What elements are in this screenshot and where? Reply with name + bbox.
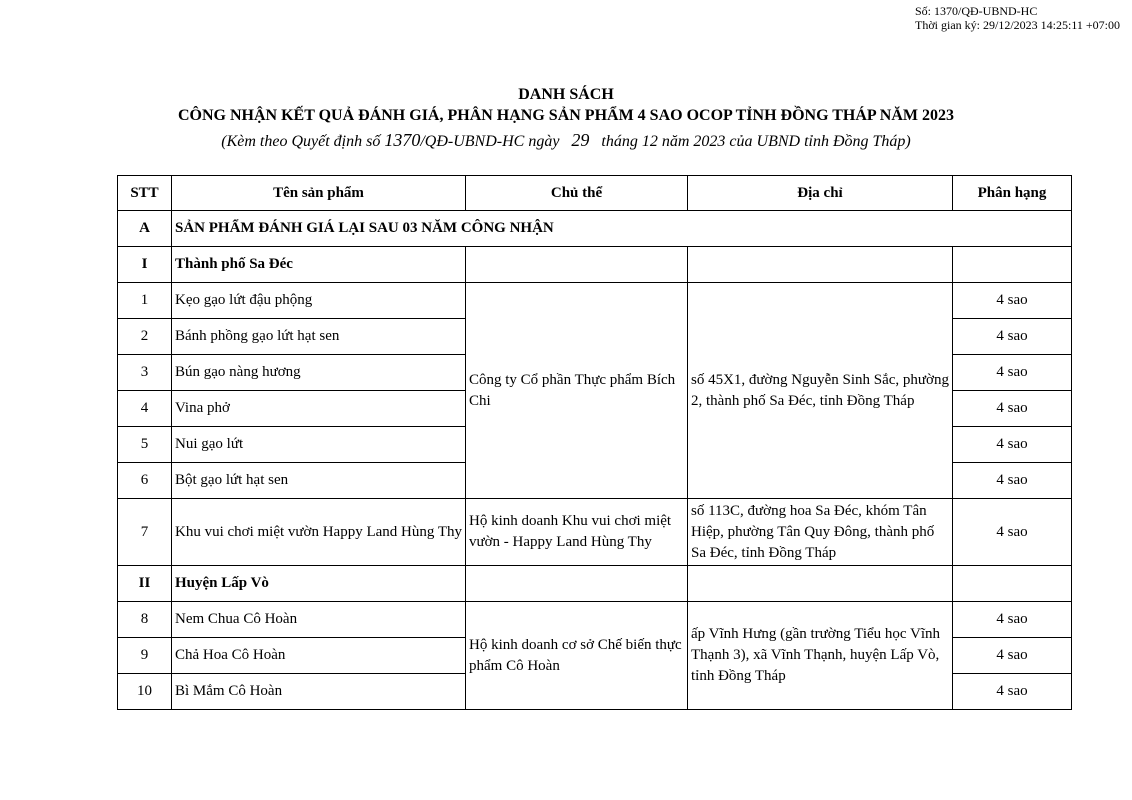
section-label: SẢN PHẨM ĐÁNH GIÁ LẠI SAU 03 NĂM CÔNG NHẬN	[172, 211, 1072, 247]
row-rank: 4 sao	[953, 638, 1072, 674]
row-rank: 4 sao	[953, 427, 1072, 463]
row-stt: 4	[118, 391, 172, 427]
decision-number: 1370	[384, 130, 421, 150]
row-product-name: Nui gạo lứt	[172, 427, 466, 463]
row-product-name: Khu vui chơi miệt vườn Happy Land Hùng Thy	[172, 499, 466, 566]
row-stt: 1	[118, 283, 172, 319]
digital-signature-stamp	[915, 4, 1120, 32]
row-stt: 10	[118, 674, 172, 710]
row-owner: Công ty Cổ phần Thực phẩm Bích Chi	[466, 283, 688, 499]
row-rank: 4 sao	[953, 391, 1072, 427]
row-stt: 6	[118, 463, 172, 499]
row-rank: 4 sao	[953, 355, 1072, 391]
table-row	[118, 283, 1072, 319]
signature-time: Thời gian ký: 29/12/2023 14:25:11 +07:00	[915, 18, 1120, 32]
row-rank: 4 sao	[953, 602, 1072, 638]
header-stt: STT	[118, 176, 172, 211]
row-rank: 4 sao	[953, 283, 1072, 319]
row-address: ấp Vĩnh Hưng (gần trường Tiểu học Vĩnh Thạnh 3), xã Vĩnh Thạnh, huyện Lấp Vò, tỉnh Đồng Tháp	[688, 602, 953, 710]
decision-note-prefix: (Kèm theo Quyết định số	[221, 133, 381, 150]
row-stt: 7	[118, 499, 172, 566]
row-product-name: Bún gạo nàng hương	[172, 355, 466, 391]
row-stt: 5	[118, 427, 172, 463]
row-stt: 9	[118, 638, 172, 674]
row-rank: 4 sao	[953, 499, 1072, 566]
row-product-name: Chả Hoa Cô Hoàn	[172, 638, 466, 674]
row-address: số 45X1, đường Nguyễn Sinh Sắc, phường 2, thành phố Sa Đéc, tỉnh Đồng Tháp	[688, 283, 953, 499]
table-row	[118, 499, 1072, 566]
document-subtitle: CÔNG NHẬN KẾT QUẢ ĐÁNH GIÁ, PHÂN HẠNG SẢN PHẨM 4 SAO OCOP TỈNH ĐỒNG THÁP NĂM 2023	[177, 107, 955, 124]
group-stt: I	[118, 247, 172, 283]
decision-note-suffix: tháng 12 năm 2023 của UBND tỉnh Đồng Tháp)	[601, 133, 911, 150]
decision-note-mid: /QĐ-UBND-HC ngày	[420, 133, 560, 150]
row-rank: 4 sao	[953, 674, 1072, 710]
row-product-name: Nem Chua Cô Hoàn	[172, 602, 466, 638]
row-product-name: Bánh phồng gạo lứt hạt sen	[172, 319, 466, 355]
header-rank: Phân hạng	[953, 176, 1072, 211]
section-stt: A	[118, 211, 172, 247]
row-address: số 113C, đường hoa Sa Đéc, khóm Tân Hiệp, phường Tân Quy Đông, thành phố Sa Đéc, tỉnh Đồng Tháp	[688, 499, 953, 566]
row-product-name: Vina phở	[172, 391, 466, 427]
document-title: DANH SÁCH	[518, 86, 614, 103]
signature-number: Số: 1370/QĐ-UBND-HC	[915, 4, 1038, 18]
group-label: Thành phố Sa Đéc	[172, 247, 466, 283]
table-row	[118, 602, 1072, 638]
decision-reference	[0, 127, 1132, 155]
group-label: Huyện Lấp Vò	[172, 566, 466, 602]
row-owner: Hộ kinh doanh Khu vui chơi miệt vườn - Happy Land Hùng Thy	[466, 499, 688, 566]
row-stt: 8	[118, 602, 172, 638]
row-product-name: Bì Mắm Cô Hoàn	[172, 674, 466, 710]
header-address: Địa chỉ	[688, 176, 953, 211]
group-row	[118, 566, 1072, 602]
row-owner: Hộ kinh doanh cơ sở Chế biến thực phẩm Cô Hoàn	[466, 602, 688, 710]
group-stt: II	[118, 566, 172, 602]
group-row	[118, 247, 1072, 283]
row-rank: 4 sao	[953, 319, 1072, 355]
section-row	[118, 211, 1072, 247]
table-header-row	[118, 176, 1072, 211]
row-product-name: Bột gạo lứt hạt sen	[172, 463, 466, 499]
row-stt: 3	[118, 355, 172, 391]
document-heading	[0, 84, 1132, 155]
header-owner: Chủ thể	[466, 176, 688, 211]
row-product-name: Kẹo gạo lứt đậu phộng	[172, 283, 466, 319]
row-rank: 4 sao	[953, 463, 1072, 499]
decision-day: 29	[571, 130, 590, 150]
row-stt: 2	[118, 319, 172, 355]
header-product-name: Tên sản phẩm	[172, 176, 466, 211]
ocop-product-table	[117, 175, 1072, 710]
